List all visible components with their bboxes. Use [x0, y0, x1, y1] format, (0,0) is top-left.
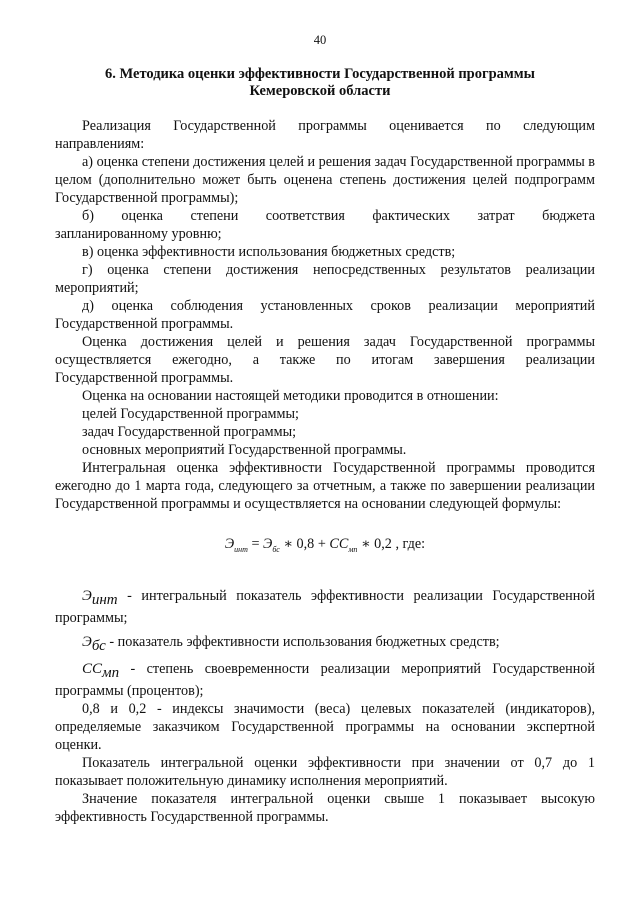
basis-item-measures: основных мероприятий Государственной программы. [82, 442, 407, 458]
direction-v: в) оценка эффективности использования бюджетных средств; [82, 244, 456, 260]
formula-lhs-symbol: Э [224, 536, 235, 552]
page-number: 40 [313, 33, 327, 47]
definition-3-symbol: СС [82, 661, 103, 678]
basis-item-goals: целей Государственной программы; [82, 406, 299, 422]
positive-dynamics-paragraph: Показатель интегральной оценки эффективности при значении от 0,7 до 1 показывает положительную динамику исполнения мероприятий. [55, 755, 595, 790]
direction-d: д) оценка соблюдения установленных сроков реализации мероприятий Государственной программы. [55, 298, 595, 332]
high-efficiency-paragraph: Значение показателя интегральной оценки свыше 1 показывает высокую эффективность Государственной программы. [55, 791, 595, 826]
formula-tail: , где: [391, 536, 426, 552]
definition-timeliness [55, 660, 595, 700]
direction-b-line-1: б) оценка степени соответствия фактических затрат бюджета [82, 208, 595, 224]
direction-g: г) оценка степени достижения непосредственных результатов реализации мероприятий; [55, 262, 595, 296]
formula-term2-symbol: СС [329, 536, 349, 552]
direction-a: а) оценка степени достижения целей и решения задач Государственной программы в целом (дополнительно может быть оценена степень достижения целей подпрограмм Государственной программы); [55, 154, 595, 206]
integral-paragraph: Интегральная оценка эффективности Государственной программы проводится ежегодно до 1 марта года, следующего за отчетным, а также по завершении реализации Государственной программы и осуществляется на основании следующей формулы: [55, 460, 595, 512]
direction-b-line-2: запланированному уровню; [55, 226, 222, 242]
definition-2-text: - показатель эффективности использования бюджетных средств; [105, 633, 500, 650]
integral-formula [55, 535, 595, 559]
definition-2-subscript: бс [91, 637, 106, 654]
formula-term1-subscript: бс [272, 544, 280, 554]
section-title [70, 66, 570, 100]
indices-paragraph: 0,8 и 0,2 - индексы значимости (веса) целевых показателей (индикаторов), определяемые заказчиком Государственной программы на основании экспертной оценки. [55, 701, 595, 754]
definition-integral-indicator [55, 587, 595, 627]
formula-equals: = [247, 536, 264, 552]
definition-3-subscript: мп [102, 665, 120, 682]
definition-3-text: - степень своевременности реализации мероприятий Государственной программы (процентов); [55, 661, 595, 700]
basis-item-tasks: задач Государственной программы; [82, 424, 297, 440]
formula-multiplier-1: ∗ 0,8 + [279, 536, 330, 552]
assessment-line-3: Государственной программы. [55, 370, 234, 386]
basis-lead: Оценка на основании настоящей методики проводится в отношении: [82, 388, 499, 404]
formula-term2-subscript: мп [348, 544, 358, 554]
definition-1-symbol: Э [82, 587, 92, 604]
definition-1-text: - интегральный показатель эффективности реализации Государственной программы; [55, 587, 595, 626]
definition-2-symbol: Э [82, 633, 92, 650]
formula-term1-symbol: Э [263, 536, 273, 552]
formula-multiplier-2: ∗ 0,2 [357, 536, 392, 552]
section-title-line-1: 6. Методика оценки эффективности Государственной программы [105, 66, 535, 82]
definition-1-subscript: инт [91, 591, 118, 608]
definition-budget-efficiency [55, 633, 595, 655]
assessment-line-1: Оценка достижения целей и решения задач Государственной программы [82, 334, 595, 350]
section-title-line-2: Кемеровской области [249, 83, 391, 99]
formula-lhs-subscript: инт [234, 544, 248, 554]
assessment-line-2: осуществляется ежегодно, а также по итогам завершения реализации [55, 352, 595, 368]
intro-line-1: Реализация Государственной программы оценивается по следующим [82, 118, 595, 134]
document-body [55, 117, 595, 826]
intro-line-2: направлениям: [55, 136, 145, 152]
